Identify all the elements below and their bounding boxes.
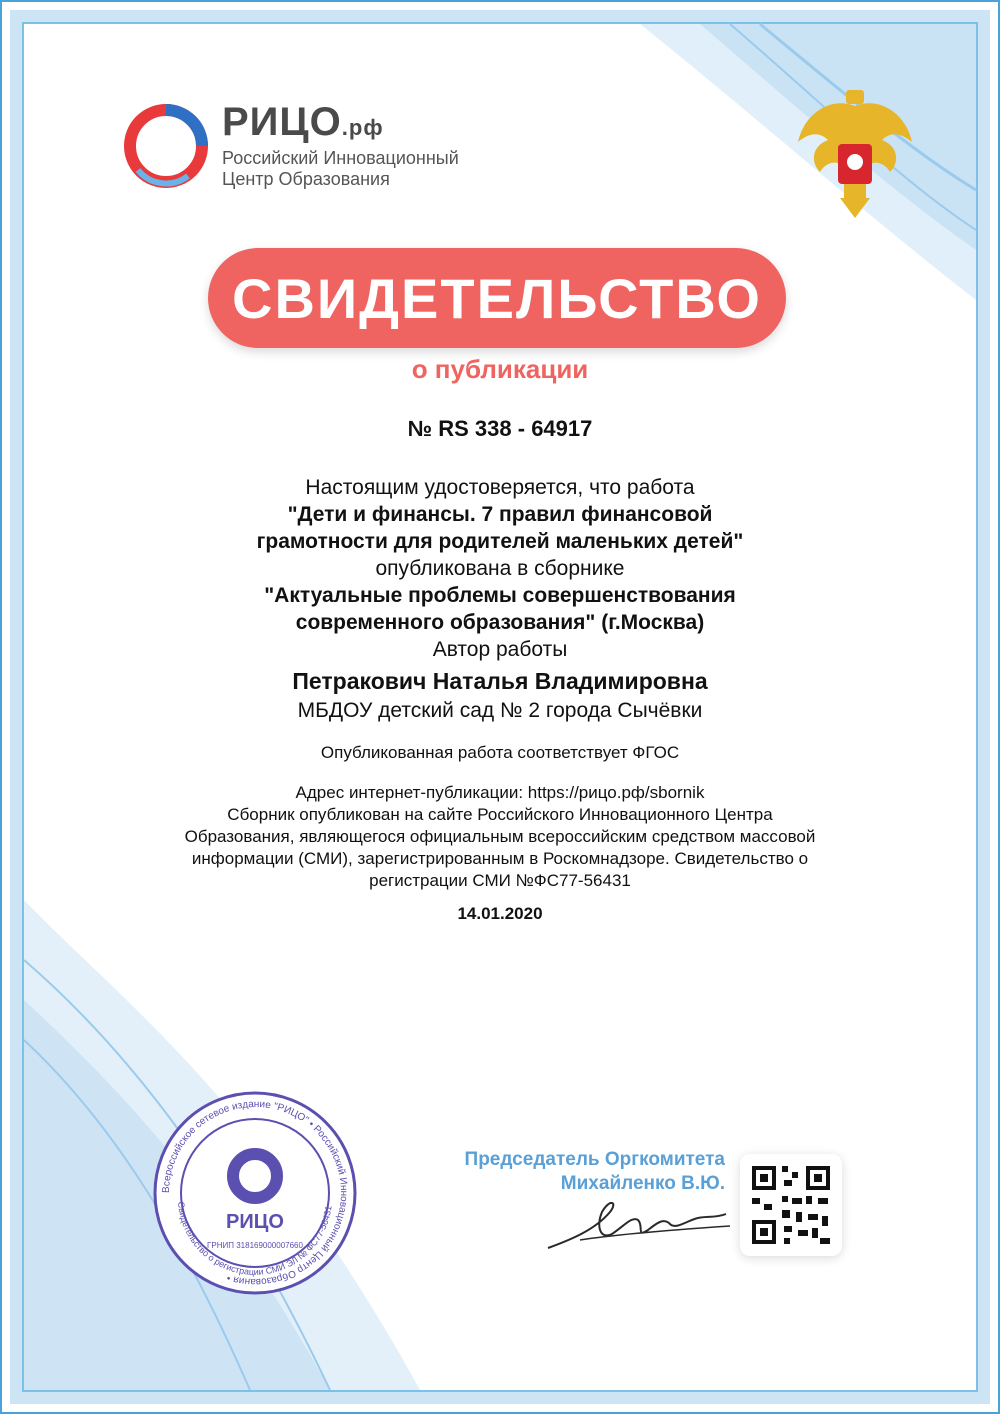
signatory-role: Председатель Оргкомитета bbox=[464, 1149, 725, 1170]
rico-logo-icon bbox=[118, 96, 214, 192]
coat-of-arms-icon bbox=[790, 86, 920, 222]
info-line: Сборник опубликован на сайте Российского Инновационного Центра bbox=[227, 805, 773, 824]
organization: МБДОУ детский сад № 2 города Сычёвки bbox=[297, 699, 703, 722]
published-in-text: опубликована в сборнике bbox=[375, 557, 625, 580]
author-name: Петракович Наталья Владимировна bbox=[292, 668, 708, 694]
signature-image bbox=[540, 1190, 740, 1260]
issue-date: 14.01.2020 bbox=[457, 904, 543, 923]
intro-text: Настоящим удостоверяется, что работа bbox=[305, 476, 695, 499]
stamp-bottom-text: Свидетельство о регистрации СМИ ЭЛ № ФС77-56431 bbox=[176, 1201, 334, 1278]
work-title-line: грамотности для родителей маленьких детей" bbox=[256, 530, 744, 553]
info-line: Образования, являющегося официальным всероссийским средством массовой bbox=[184, 827, 816, 846]
certificate-body bbox=[130, 474, 870, 924]
official-stamp bbox=[150, 1088, 360, 1298]
publication-address: Адрес интернет-публикации: https://рицо.рф/sbornik bbox=[295, 783, 705, 802]
logo-title: РИЦО.рф bbox=[222, 100, 384, 144]
collection-title-line: "Актуальные проблемы совершенствования bbox=[264, 584, 736, 607]
qr-code[interactable] bbox=[740, 1154, 842, 1256]
qr-code-icon bbox=[740, 1154, 842, 1256]
collection-title-line: современного образования" (г.Москва) bbox=[295, 611, 705, 634]
stamp-center-text: РИЦО bbox=[226, 1211, 284, 1233]
rico-logo bbox=[118, 96, 508, 196]
certificate-number: № RS 338 - 64917 bbox=[407, 416, 593, 441]
stamp-outer-text: Всероссийское сетевое издание "РИЦО" • Российский Инновационный Центр Образования • bbox=[160, 1098, 350, 1288]
certificate-title-banner bbox=[208, 248, 786, 348]
stamp-inner-text: ГРНИП 318169000007660 bbox=[207, 1241, 303, 1250]
certificate-title: СВИДЕТЕЛЬСТВО bbox=[232, 266, 762, 330]
info-line: регистрации СМИ №ФС77-56431 bbox=[369, 871, 631, 890]
signatory bbox=[465, 1148, 725, 1196]
signatory-name: Михайленко В.Ю. bbox=[560, 1173, 725, 1194]
logo-subtitle: Российский Инновационный Центр Образования bbox=[222, 148, 459, 189]
certificate-subtitle: о публикации bbox=[411, 354, 589, 384]
work-title-line: "Дети и финансы. 7 правил финансовой bbox=[287, 503, 713, 526]
info-line: информации (СМИ), зарегистрированным в Роскомнадзоре. Свидетельство о bbox=[191, 849, 809, 868]
fgos-note: Опубликованная работа соответствует ФГОС bbox=[320, 743, 680, 762]
author-label: Автор работы bbox=[432, 638, 568, 661]
